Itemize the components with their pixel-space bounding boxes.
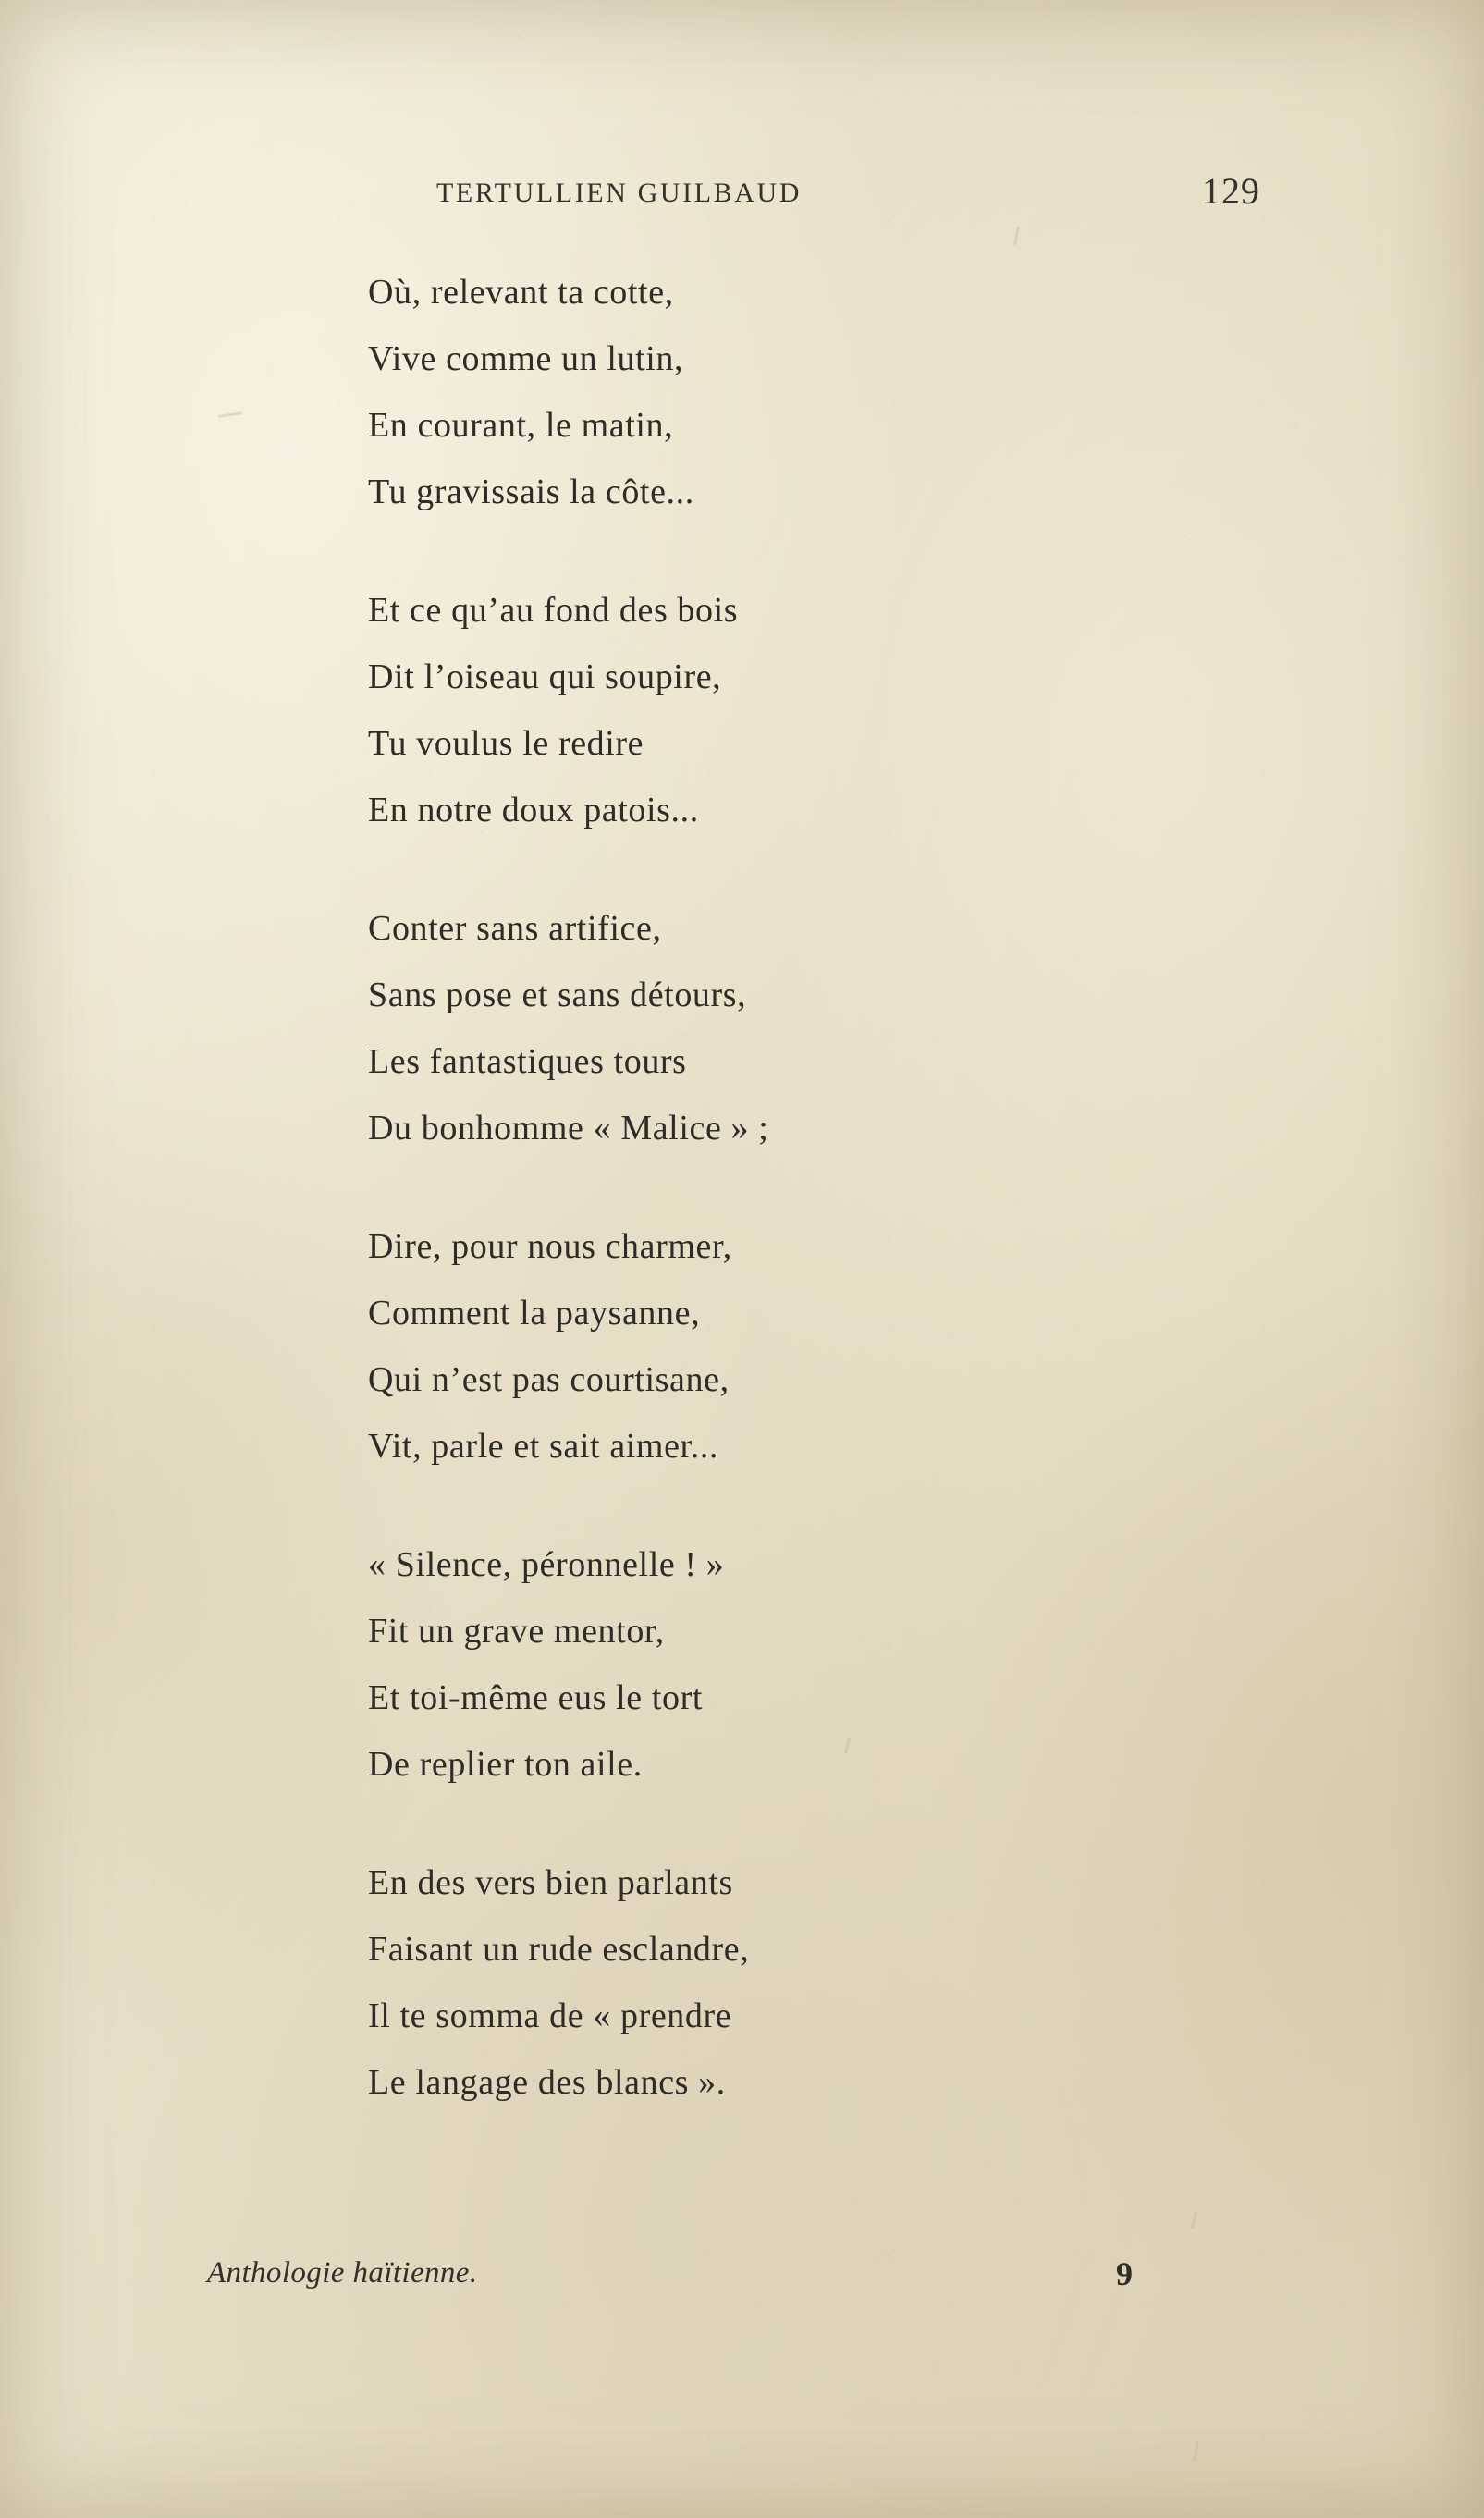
verse-line: Qui n’est pas courtisane, xyxy=(368,1360,730,1399)
verse-line: En courant, le matin, xyxy=(368,406,674,445)
verse-line: Il te somma de « prendre xyxy=(368,1996,732,2035)
verse-line: Dit l’oiseau qui soupire, xyxy=(368,657,722,696)
page-footer xyxy=(0,2256,1484,2306)
verse-line: Le langage des blancs ». xyxy=(368,2063,726,2102)
verse-line: « Silence, péronnelle ! » xyxy=(368,1545,725,1584)
page-number: 129 xyxy=(1202,170,1260,212)
stanza xyxy=(368,259,1200,525)
verse-line: Où, relevant ta cotte, xyxy=(368,273,674,312)
stanza xyxy=(368,1531,1200,1798)
verse-line: Conter sans artifice, xyxy=(368,909,662,948)
stray-mark xyxy=(1191,2212,1196,2229)
verse-line: Et ce qu’au fond des bois xyxy=(368,591,739,630)
stanza xyxy=(368,577,1200,843)
verse-line: Sans pose et sans détours, xyxy=(368,976,747,1014)
verse-line: Tu voulus le redire xyxy=(368,724,644,763)
stanza xyxy=(368,1213,1200,1480)
verse-line: Et toi-même eus le tort xyxy=(368,1678,704,1717)
verse-line: Vive comme un lutin, xyxy=(368,339,684,378)
stanza xyxy=(368,1849,1200,2116)
verse-line: De replier ton aile. xyxy=(368,1745,643,1784)
verse-line: Comment la paysanne, xyxy=(368,1294,701,1333)
stanza xyxy=(368,895,1200,1161)
stray-mark xyxy=(1193,2441,1198,2462)
poem-body xyxy=(368,259,1200,2116)
verse-line: Faisant un rude esclandre, xyxy=(368,1930,750,1969)
stray-mark xyxy=(218,411,242,418)
verse-line: Dire, pour nous charmer, xyxy=(368,1227,732,1266)
footer-signature-number: 9 xyxy=(1116,2255,1133,2292)
running-head xyxy=(0,170,1484,224)
stray-mark xyxy=(1013,227,1020,245)
verse-line: En des vers bien parlants xyxy=(368,1863,733,1902)
footer-book-title: Anthologie haïtienne. xyxy=(207,2256,478,2290)
verse-line: Fit un grave mentor, xyxy=(368,1612,665,1651)
verse-line: Tu gravissais la côte... xyxy=(368,473,694,511)
verse-line: Les fantastiques tours xyxy=(368,1042,687,1081)
verse-line: Vit, parle et sait aimer... xyxy=(368,1427,719,1466)
running-head-title: TERTULLIEN GUILBAUD xyxy=(436,178,803,208)
verse-line: Du bonhomme « Malice » ; xyxy=(368,1109,769,1148)
verse-line: En notre doux patois... xyxy=(368,791,699,829)
